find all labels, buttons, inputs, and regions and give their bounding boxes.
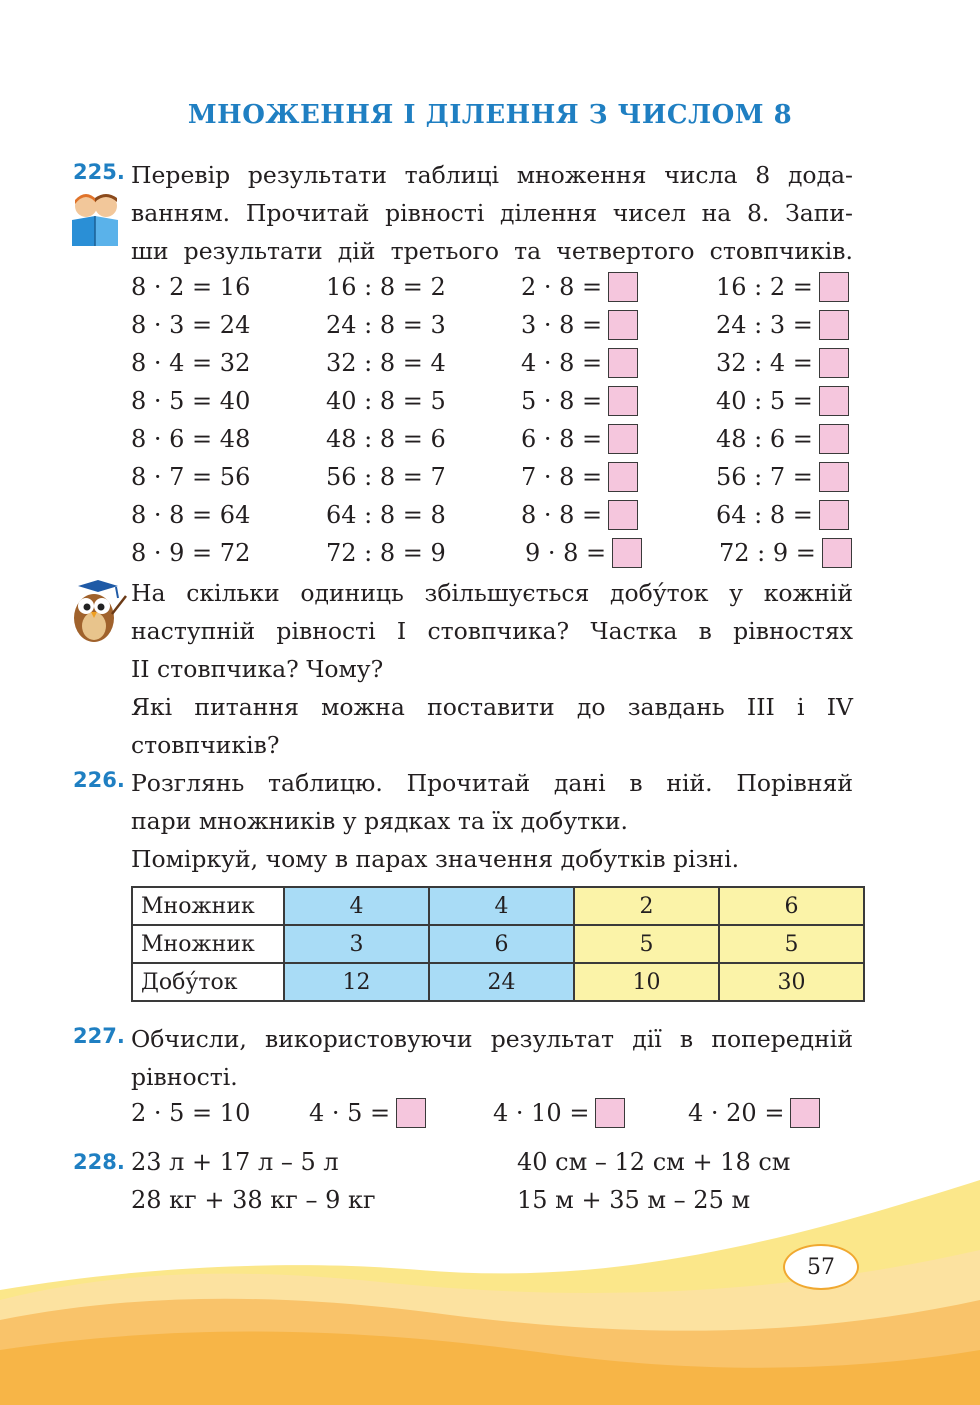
table-cell: 30 — [719, 963, 864, 1001]
table-cell: 4 — [429, 887, 574, 925]
answer-box[interactable] — [819, 348, 849, 378]
table-row — [132, 963, 864, 1001]
equation: 64 : 8 = 8 — [326, 501, 446, 529]
task-226-line-1: Розглянь таблицю. Прочитай дані в ній. Порівняй — [131, 769, 853, 797]
answer-box[interactable] — [612, 538, 642, 568]
answer-box[interactable] — [819, 310, 849, 340]
task-226-line-3: Поміркуй, чому в парах значення добутків різні. — [131, 845, 740, 873]
task-225-col1 — [131, 268, 250, 572]
equation: 8 · 8 = 64 — [131, 501, 251, 529]
equation: 64 : 8 = — [716, 501, 813, 529]
question-line-3: ІІ стовпчика? Чому? — [131, 655, 384, 683]
equation: 24 : 3 = — [716, 311, 813, 339]
task-225-line-3: ши результати дій третього та четвертого стовпчиків. — [131, 237, 853, 265]
task-227-expr-2: 4 · 5 = — [309, 1099, 391, 1127]
equation: 24 : 8 = 3 — [326, 311, 446, 339]
answer-box[interactable] — [822, 538, 852, 568]
task-228-expr-1: 23 л + 17 л – 5 л — [131, 1148, 339, 1176]
table-cell: 12 — [284, 963, 429, 1001]
equation: 48 : 6 = — [716, 425, 813, 453]
equation: 8 · 2 = 16 — [131, 273, 251, 301]
reading-kids-icon — [66, 190, 124, 248]
equation: 16 : 8 = 2 — [326, 273, 446, 301]
question-line-5: стовпчиків? — [131, 731, 280, 759]
equation: 32 : 4 = — [716, 349, 813, 377]
table-row — [132, 887, 864, 925]
task-number-228: 228. — [73, 1150, 125, 1174]
task-228-expr-3: 28 кг + 38 кг – 9 кг — [131, 1186, 376, 1214]
table-cell: 5 — [574, 925, 719, 963]
equation: 2 · 8 = — [521, 273, 603, 301]
equation: 4 · 8 = — [521, 349, 603, 377]
task-225-col4 — [716, 268, 852, 572]
task-227-expr-1: 2 · 5 = 10 — [131, 1099, 251, 1127]
row-label: Множник — [132, 887, 284, 925]
equation: 72 : 9 = — [719, 539, 816, 567]
equation: 5 · 8 = — [521, 387, 603, 415]
answer-box[interactable] — [608, 462, 638, 492]
answer-box[interactable] — [608, 348, 638, 378]
task-227-line-1: Обчисли, використовуючи результат дії в попередній — [131, 1025, 853, 1053]
answer-box[interactable] — [819, 424, 849, 454]
table-cell: 4 — [284, 887, 429, 925]
answer-box[interactable] — [608, 424, 638, 454]
table-cell: 24 — [429, 963, 574, 1001]
answer-box[interactable] — [608, 500, 638, 530]
answer-box[interactable] — [819, 500, 849, 530]
task-228-expr-4: 15 м + 35 м – 25 м — [517, 1186, 751, 1214]
equation: 56 : 7 = — [716, 463, 813, 491]
question-line-2: наступній рівності І стовпчика? Частка в рівностях — [131, 617, 853, 645]
equation: 16 : 2 = — [716, 273, 813, 301]
equation: 32 : 8 = 4 — [326, 349, 446, 377]
task-225-col3 — [521, 268, 642, 572]
question-line-4: Які питання можна поставити до завдань ІІІ і IV — [131, 693, 853, 721]
answer-box[interactable] — [819, 272, 849, 302]
equation: 72 : 8 = 9 — [326, 539, 446, 567]
task-number-225: 225. — [73, 160, 125, 184]
factors-table — [131, 886, 865, 1002]
table-cell: 3 — [284, 925, 429, 963]
equation: 6 · 8 = — [521, 425, 603, 453]
task-227-expr-3: 4 · 10 = — [493, 1099, 590, 1127]
table-cell: 10 — [574, 963, 719, 1001]
equation: 8 · 5 = 40 — [131, 387, 251, 415]
task-225-col2 — [326, 268, 446, 572]
table-cell: 2 — [574, 887, 719, 925]
task-225-line-2: ванням. Прочитай рівності ділення чисел на 8. Запи- — [131, 199, 853, 227]
equation: 8 · 9 = 72 — [131, 539, 251, 567]
page-number: 57 — [783, 1244, 859, 1290]
row-label: Множник — [132, 925, 284, 963]
task-225-line-1: Перевір результати таблиці множення числа 8 дода- — [131, 161, 853, 189]
equation: 56 : 8 = 7 — [326, 463, 446, 491]
equation: 48 : 8 = 6 — [326, 425, 446, 453]
table-row — [132, 925, 864, 963]
equation: 40 : 5 = — [716, 387, 813, 415]
equation: 9 · 8 = — [525, 539, 607, 567]
equation: 8 · 4 = 32 — [131, 349, 251, 377]
answer-box[interactable] — [396, 1098, 426, 1128]
task-227-line-2: рівності. — [131, 1063, 238, 1091]
table-cell: 5 — [719, 925, 864, 963]
equation: 8 · 8 = — [521, 501, 603, 529]
equation: 8 · 6 = 48 — [131, 425, 251, 453]
row-label: Добу́ток — [132, 963, 284, 1001]
table-cell: 6 — [719, 887, 864, 925]
task-number-227: 227. — [73, 1024, 125, 1048]
equation: 40 : 8 = 5 — [326, 387, 446, 415]
equation: 8 · 7 = 56 — [131, 463, 251, 491]
answer-box[interactable] — [790, 1098, 820, 1128]
task-226-line-2: пари множників у рядках та їх добутки. — [131, 807, 628, 835]
owl-teacher-icon — [64, 578, 128, 644]
answer-box[interactable] — [819, 462, 849, 492]
equation: 7 · 8 = — [521, 463, 603, 491]
answer-box[interactable] — [608, 386, 638, 416]
answer-box[interactable] — [819, 386, 849, 416]
equation: 8 · 3 = 24 — [131, 311, 251, 339]
answer-box[interactable] — [595, 1098, 625, 1128]
table-cell: 6 — [429, 925, 574, 963]
answer-box[interactable] — [608, 272, 638, 302]
task-227-expr-4: 4 · 20 = — [688, 1099, 785, 1127]
task-number-226: 226. — [73, 768, 125, 792]
task-228-expr-2: 40 см – 12 см + 18 см — [517, 1148, 791, 1176]
equation: 3 · 8 = — [521, 311, 603, 339]
page-title: МНОЖЕННЯ І ДІЛЕННЯ З ЧИСЛОМ 8 — [187, 100, 793, 130]
question-line-1: На скільки одиниць збільшується добу́ток у кожній — [131, 579, 853, 607]
answer-box[interactable] — [608, 310, 638, 340]
